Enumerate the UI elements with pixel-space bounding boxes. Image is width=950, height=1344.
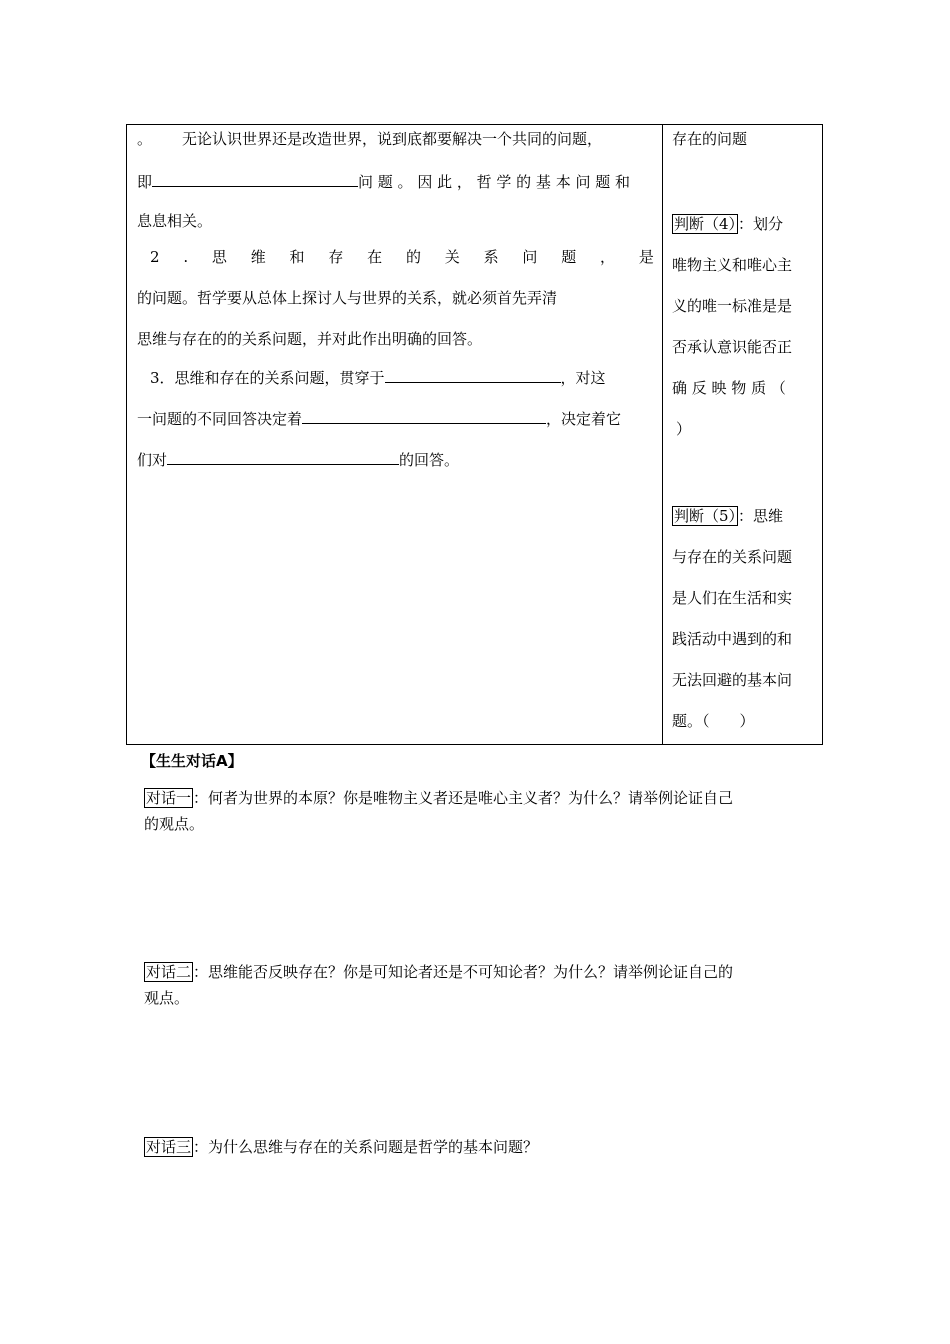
p1-line3: 息息相关。 [137, 212, 213, 230]
p2-line3: 思维与存在的的关系问题，并对此作出明确的回答。 [137, 330, 483, 348]
p1-line1 [137, 129, 602, 149]
judge5-line4: 践活动中遇到的和 [672, 630, 793, 648]
dialogue1-text: ：何者为世界的本原？你是唯物主义者还是唯心主义者？为什么？请举例论证自己 [193, 789, 734, 807]
dialogue1-label: 对话一 [146, 789, 192, 807]
p2-line1 [150, 247, 654, 267]
p3-line3 [137, 448, 459, 470]
blank-fill-2[interactable] [385, 366, 561, 383]
p2-char: 存 [328, 248, 344, 266]
p3-line3-tail: 的回答。 [399, 451, 460, 469]
judge4-label: 判断（4） [674, 215, 737, 233]
blank-fill-1[interactable] [152, 170, 358, 187]
p2-char: 思 [211, 248, 227, 266]
dialogue2-label: 对话二 [146, 963, 192, 981]
p2-char: 在 [367, 248, 383, 266]
p2-char: 系 [483, 248, 499, 266]
p3-line3-lead: 们对 [137, 451, 168, 469]
judge4-text: ：划分 [738, 215, 784, 233]
column-divider [662, 124, 663, 745]
p2-char: 问 [522, 248, 538, 266]
p2-char: 是 [638, 248, 654, 266]
judge4-line5: 确 反 映 物 质 （ [672, 379, 786, 397]
p2-char: 2 [150, 248, 160, 266]
section-heading: 【生生对话A】 [141, 752, 243, 770]
right-top-text: 存在的问题 [672, 130, 748, 148]
dialogue3-line1 [144, 1137, 538, 1157]
judge5-line5: 无法回避的基本问 [672, 671, 793, 689]
p3-line1-lead: 3．思维和存在的关系问题，贯穿于 [150, 369, 385, 387]
judge4-answer-paren[interactable]: ） [676, 420, 692, 438]
p3-line1 [150, 366, 606, 388]
p3-line2 [137, 407, 621, 429]
p3-line2-lead: 一问题的不同回答决定着 [137, 410, 303, 428]
p2-char: 关 [444, 248, 460, 266]
p2-char: 维 [250, 248, 266, 266]
judge5-line2: 与存在的关系问题 [672, 548, 793, 566]
p1-line2-lead: 即 [137, 173, 153, 191]
p2-char: 和 [289, 248, 305, 266]
p2-char: ， [600, 248, 616, 266]
dialogue2-text: ：思维能否反映存在？你是可知论者还是不可知论者？为什么？请举例论证自己的 [193, 963, 734, 981]
p3-line1-tail: ，对这 [560, 369, 606, 387]
judge5-line1 [672, 506, 783, 526]
blank-fill-4[interactable] [167, 448, 399, 465]
p2-char: 题 [561, 248, 577, 266]
dialogue1-line1 [144, 788, 733, 808]
p1-line2-text: 问 题 。 因 此 ， 哲 学 的 基 本 问 题 和 [358, 173, 631, 191]
blank-fill-3[interactable] [302, 407, 546, 424]
judge5-line3: 是人们在生活和实 [672, 589, 793, 607]
p1-line1-text: 无论认识世界还是改造世界，说到底都要解决一个共同的问题， [182, 130, 603, 148]
p1-line1-mark: 。 [137, 130, 153, 148]
p2-char: 的 [405, 248, 421, 266]
p2-line2: 的问题。哲学要从总体上探讨人与世界的关系，就必须首先弄清 [137, 289, 558, 307]
judge4-line4: 否承认意识能否正 [672, 338, 793, 356]
p2-char: . [183, 248, 189, 266]
judge5-label: 判断（5） [674, 507, 737, 525]
p3-line2-tail: ，决定着它 [546, 410, 622, 428]
dialogue3-text: ：为什么思维与存在的关系问题是哲学的基本问题？ [193, 1138, 539, 1156]
p1-line2 [137, 170, 630, 192]
dialogue2-line1 [144, 962, 733, 982]
judge5-text: ：思维 [738, 507, 784, 525]
judge4-line2: 唯物主义和唯心主 [672, 256, 793, 274]
judge4-line3: 义的唯一标准是是 [672, 297, 793, 315]
judge4-line1 [672, 214, 783, 234]
dialogue3-label: 对话三 [146, 1138, 192, 1156]
judge5-line6[interactable]: 题。（ ） [672, 712, 755, 730]
dialogue2-line2: 观点。 [144, 989, 190, 1007]
dialogue1-line2: 的观点。 [144, 815, 205, 833]
